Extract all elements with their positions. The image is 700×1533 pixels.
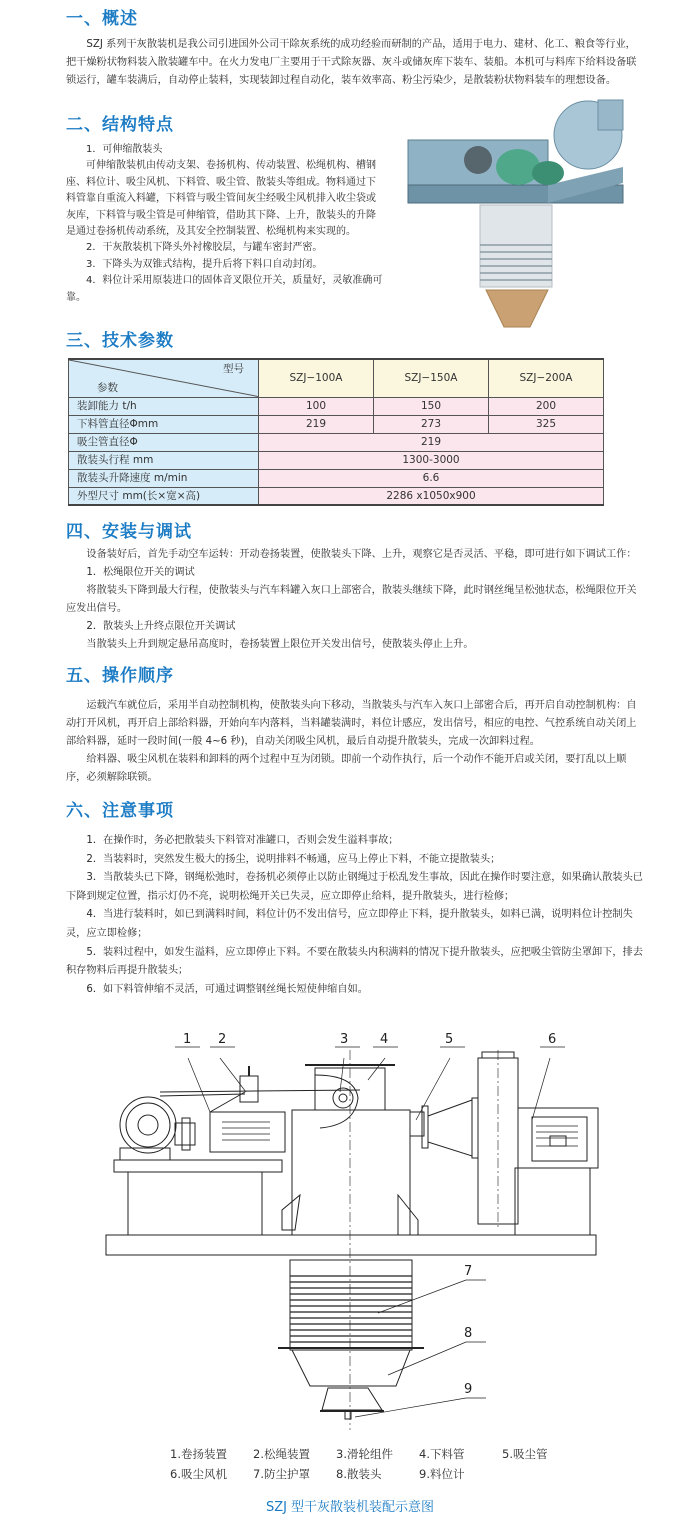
spec-value: 100 [259, 397, 374, 415]
corner-model-label: 型号 [223, 363, 244, 375]
model-header: SZJ−200A [489, 359, 604, 397]
structure-item: 4．料位计采用原装进口的固体音叉限位开关，质量好，灵敏准确可靠。 [66, 275, 383, 303]
operation-paragraph: 运载汽车就位后，采用半自动控制机构，使散装头向下移动，当散装头与汽车入灰口上部密合后，再开启自动控制机构：自动打开风机，再开启上部给料器，开始向车内落料，当料罐装满时，料位计感应，发出信号，相应的电控、气控系统自动关闭上部给料器，延时一段时间(一般 4~6 秒)，自动关闭吸尘风机，最后自动提升散装头，完成一次卸料过程。 [66, 700, 637, 747]
structure-item: 1．可伸缩散装头 [86, 144, 163, 155]
section-structure-title: 二、结构特点 [66, 115, 174, 135]
callout-3: 3 [340, 1032, 349, 1047]
model-header: SZJ−100A [259, 359, 374, 397]
install-subtitle: 2．散装头上升终点限位开关调试 [86, 621, 236, 632]
spec-label: 装卸能力 t/h [69, 397, 259, 415]
spec-value: 150 [374, 397, 489, 415]
spec-header-row [69, 359, 604, 397]
callout-1: 1 [183, 1032, 192, 1047]
callout-8: 8 [464, 1326, 473, 1341]
corner-param-label: 参数 [97, 381, 118, 394]
spec-table [68, 358, 604, 506]
diagram-caption: SZJ 型干灰散装机装配示意图 [265, 1500, 435, 1515]
diagram-legend [170, 1446, 585, 1486]
spec-label: 散装头升降速度 m/min [69, 469, 259, 487]
install-paragraph: 设备装好后，首先手动空车运转：开动卷扬装置，使散装头下降、上升，观察它是否灵活、平稳，即可进行如下调试工作： [86, 549, 637, 560]
spec-value: 200 [489, 397, 604, 415]
model-header: SZJ−150A [374, 359, 489, 397]
legend-item: 6.吸尘风机 [170, 1467, 227, 1481]
spec-value: 2286 x1050x900 [259, 487, 604, 505]
note-item: 3．当散装头已下降，钢绳松弛时，卷扬机必须停止以防止钢绳过于松乱发生事故，因此在操作时要注意，如果确认散装头已下降到规定位置，指示灯仍不亮，说明松绳开关已失灵，应立即停止给料，提升散装头，进行检修； [66, 872, 643, 902]
spec-corner-cell [69, 359, 259, 397]
install-paragraph: 将散装头下降到最大行程，使散装头与汽车料罐入灰口上部密合，散装头继续下降，此时钢丝绳呈松弛状态，松绳限位开关应发出信号。 [66, 585, 637, 614]
legend-item: 2.松绳装置 [253, 1447, 310, 1461]
section-overview-title: 一、概述 [66, 9, 138, 29]
callout-2: 2 [218, 1032, 227, 1047]
section-notes-title: 六、注意事项 [66, 801, 174, 821]
install-body [66, 546, 644, 654]
note-item: 6．如下料管伸缩不灵活，可通过调整钢丝绳长短使伸缩自如。 [86, 983, 368, 995]
structure-item: 可伸缩散装机由传动支架、卷扬机构、传动装置、松绳机构、槽钢座、料位计、吸尘风机、下料管、吸尘管、散装头等组成。物料通过下料管靠自重流入料罐，下料管与吸尘管间灰尘经吸尘风机排入收尘袋或灰库，下料管与吸尘管是可伸缩管，借助其下降、上升，散装头的升降是通过卷扬机传动系统，及其安全控制装置、松绳机构来实现的。 [66, 160, 376, 238]
notes-body [66, 832, 644, 999]
section-specs-title: 三、技术参数 [66, 331, 174, 351]
spec-label: 散装头行程 mm [69, 451, 259, 469]
bulk-loader-photo [398, 95, 688, 335]
install-subtitle: 1．松绳限位开关的调试 [86, 567, 195, 578]
legend-item: 1.卷扬装置 [170, 1447, 227, 1461]
callout-4: 4 [380, 1032, 389, 1047]
spec-label: 下料管直径Φmm [69, 415, 259, 433]
section-install-title: 四、安装与调试 [66, 522, 192, 542]
spec-value: 219 [259, 433, 604, 451]
spec-value: 219 [259, 415, 374, 433]
legend-item: 5.吸尘管 [502, 1447, 548, 1461]
legend-item: 9.料位计 [419, 1467, 465, 1481]
callout-6: 6 [548, 1032, 557, 1047]
spec-row [69, 451, 604, 469]
structure-item: 2．干灰散装机下降头外衬橡胶层，与罐车密封严密。 [86, 242, 323, 254]
install-paragraph: 当散装头上升到规定悬吊高度时，卷扬装置上限位开关发出信号，使散装头停止上升。 [86, 639, 474, 650]
section-operation-title: 五、操作顺序 [66, 666, 174, 686]
assembly-diagram [100, 1030, 620, 1430]
spec-label: 外型尺寸 mm(长×宽×高) [69, 487, 259, 505]
callout-9: 9 [464, 1382, 473, 1397]
note-item: 5．装料过程中，如发生溢料，应立即停止下料。不要在散装头内积满料的情况下提升散装头，应把吸尘管防尘罩卸下，排去积存物料后再提升散装头； [66, 946, 643, 977]
spec-value: 1300-3000 [259, 451, 604, 469]
structure-body [66, 142, 384, 306]
spec-value: 273 [374, 415, 489, 433]
legend-item: 7.防尘护罩 [253, 1467, 310, 1481]
spec-value: 325 [489, 415, 604, 433]
overview-paragraph: SZJ 系列干灰散装机是我公司引进国外公司干除灰系统的成功经验而研制的产品，适用于电力、建材、化工、粮食等行业，把干燥粉状物料装入散装罐车中。在火力发电厂主要用于干式除灰器、灰斗或储灰库下装车、装船。本机可与料库下给料设备联锁运行，罐车装满后，自动停止装料，实现装卸过程自动化，装车效率高、粉尘污染少，是散装粉状物料装车的理想设备。 [66, 39, 637, 86]
legend-row [170, 1466, 585, 1486]
operation-body [66, 697, 644, 787]
spec-value: 6.6 [259, 469, 604, 487]
legend-item: 8.散装头 [336, 1467, 382, 1481]
spec-row [69, 487, 604, 505]
spec-row [69, 469, 604, 487]
legend-item: 4.下料管 [419, 1447, 465, 1461]
spec-row [69, 397, 604, 415]
callout-5: 5 [445, 1032, 454, 1047]
operation-paragraph: 给料器、吸尘风机在装料和卸料的两个过程中互为闭锁。即前一个动作执行，后一个动作不能开启或关闭，要打乱以上顺序，必须解除联锁。 [66, 754, 627, 783]
spec-row [69, 433, 604, 451]
spec-label: 吸尘管直径Φ [69, 433, 259, 451]
legend-item: 3.滑轮组件 [336, 1447, 393, 1461]
callout-7: 7 [464, 1264, 473, 1279]
note-item: 4．当进行装料时，如已到满料时间，料位计仍不发出信号，应立即停止下料，提升散装头，如料已满，说明料位计控制失灵，应立即检修； [66, 909, 633, 939]
spec-row [69, 415, 604, 433]
note-item: 2．当装料时，突然发生极大的扬尘，说明排料不畅通，应马上停止下料，不能立提散装头； [86, 853, 501, 865]
legend-row [170, 1446, 585, 1466]
note-item: 1．在操作时，务必把散装头下料管对准罐口，否则会发生溢料事故； [86, 835, 399, 846]
structure-item: 3．下降头为双锥式结构，提升后将下料口自动封闭。 [86, 258, 323, 270]
